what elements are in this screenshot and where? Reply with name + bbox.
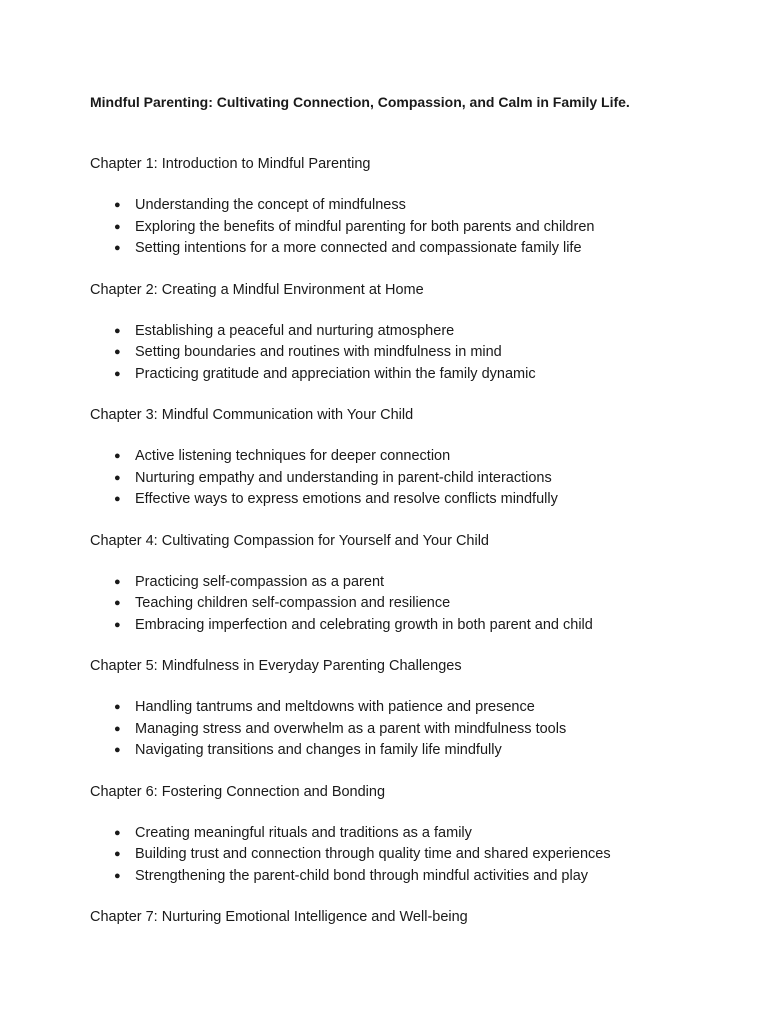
bullet-icon: ● (114, 324, 121, 337)
chapter-heading: Chapter 1: Introduction to Mindful Parenting (90, 156, 371, 172)
list-item (90, 572, 730, 594)
chapter-heading: Chapter 4: Cultivating Compassion for Yourself and Your Child (90, 532, 489, 549)
document-page (90, 92, 730, 948)
bullet-list (90, 321, 730, 386)
list-item-text: Embracing imperfection and celebrating growth in both parent and child (135, 616, 593, 633)
list-item-text: Setting boundaries and routines with mindfulness in mind (135, 344, 502, 360)
list-item-text: Navigating transitions and changes in family life mindfully (135, 742, 502, 758)
list-item-text: Practicing self-compassion as a parent (135, 573, 385, 590)
list-item (90, 238, 730, 260)
chapter-section (90, 531, 730, 637)
list-item (90, 593, 730, 615)
chapter-section (90, 154, 730, 260)
bullet-icon: ● (114, 242, 121, 254)
chapter-heading: Chapter 3: Mindful Communication with Your Child (90, 407, 414, 423)
list-item-text: Creating meaningful rituals and traditions as a family (135, 824, 472, 841)
bullet-icon: ● (114, 575, 121, 588)
list-item (90, 866, 730, 888)
chapter-list (90, 154, 730, 927)
bullet-icon: ● (114, 220, 121, 233)
chapter-heading: Chapter 5: Mindfulness in Everyday Parenting Challenges (90, 658, 462, 674)
document-title: Mindful Parenting: Cultivating Connection, Compassion, and Calm in Family Life. (90, 94, 630, 110)
list-item-text: Establishing a peaceful and nurturing atmosphere (135, 322, 455, 339)
list-item (90, 615, 730, 637)
list-item-text: Understanding the concept of mindfulness (135, 197, 406, 213)
list-item (90, 489, 730, 511)
chapter-heading: Chapter 2: Creating a Mindful Environment at Home (90, 281, 424, 298)
list-item (90, 719, 730, 741)
chapter-section (90, 280, 730, 386)
list-item (90, 321, 730, 343)
bullet-list (90, 823, 730, 888)
bullet-icon: ● (114, 701, 121, 713)
list-item-text: Effective ways to express emotions and resolve conflicts mindfully (135, 491, 558, 507)
chapter-section (90, 405, 730, 511)
list-item (90, 446, 730, 468)
bullet-list (90, 572, 730, 637)
list-item-text: Strengthening the parent-child bond through mindful activities and play (135, 867, 589, 884)
list-item-text: Handling tantrums and meltdowns with patience and presence (135, 699, 535, 715)
list-item (90, 468, 730, 490)
bullet-icon: ● (114, 597, 121, 609)
bullet-icon: ● (114, 869, 121, 882)
list-item (90, 342, 730, 364)
bullet-list (90, 195, 730, 260)
chapter-section (90, 782, 730, 888)
bullet-icon: ● (114, 367, 121, 380)
list-item (90, 823, 730, 845)
chapter-section (90, 907, 730, 927)
bullet-list (90, 697, 730, 762)
chapter-section (90, 656, 730, 762)
list-item-text: Managing stress and overwhelm as a parent with mindfulness tools (135, 720, 567, 737)
bullet-icon: ● (114, 722, 121, 735)
list-item-text: Active listening techniques for deeper connection (135, 448, 451, 464)
list-item (90, 740, 730, 762)
list-item (90, 195, 730, 217)
list-item (90, 364, 730, 386)
list-item-text: Nurturing empathy and understanding in parent-child interactions (135, 469, 552, 486)
chapter-heading: Chapter 7: Nurturing Emotional Intelligence and Well-being (90, 909, 468, 925)
bullet-icon: ● (114, 848, 121, 860)
list-item-text: Setting intentions for a more connected and compassionate family life (135, 240, 582, 256)
list-item-text: Building trust and connection through quality time and shared experiences (135, 846, 611, 862)
list-item-text: Exploring the benefits of mindful parenting for both parents and children (135, 218, 595, 235)
chapter-heading: Chapter 6: Fostering Connection and Bonding (90, 783, 386, 800)
bullet-icon: ● (114, 450, 121, 462)
bullet-icon: ● (114, 493, 121, 505)
bullet-icon: ● (114, 826, 121, 839)
list-item-text: Practicing gratitude and appreciation within the family dynamic (135, 365, 536, 382)
list-item (90, 697, 730, 719)
bullet-icon: ● (114, 471, 121, 484)
bullet-icon: ● (114, 346, 121, 358)
bullet-icon: ● (114, 744, 121, 756)
bullet-list (90, 446, 730, 511)
list-item (90, 844, 730, 866)
bullet-icon: ● (114, 199, 121, 211)
bullet-icon: ● (114, 618, 121, 631)
list-item-text: Teaching children self-compassion and resilience (135, 595, 451, 611)
list-item (90, 217, 730, 239)
